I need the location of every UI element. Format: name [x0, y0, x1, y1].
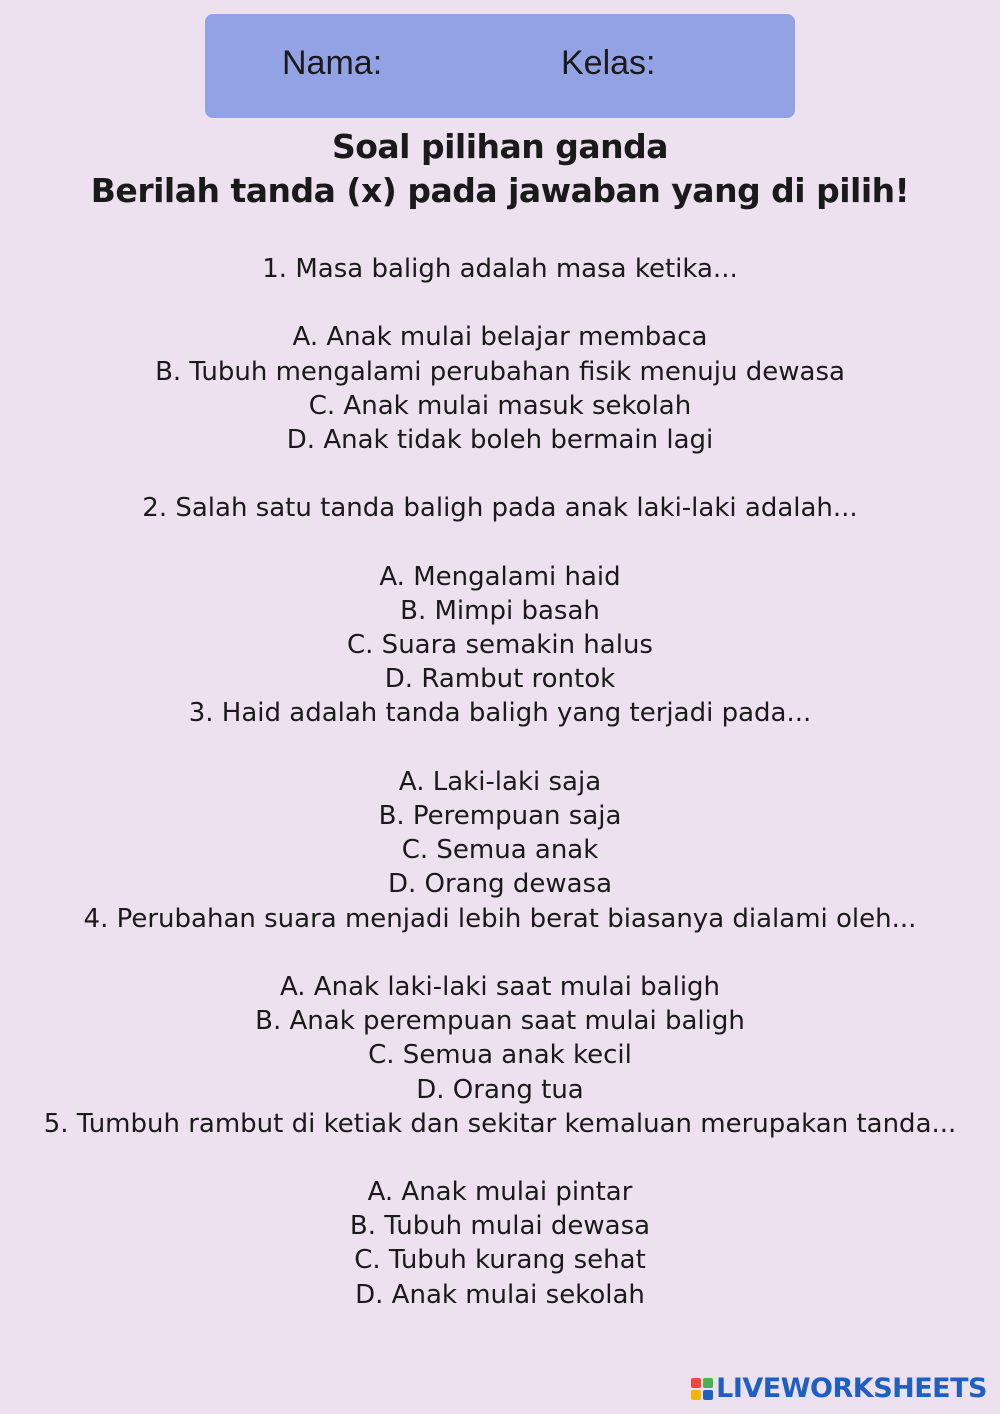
answer-option[interactable]: A. Anak mulai pintar [367, 1177, 633, 1208]
brand-text: LIVEWORKSHEETS [716, 1373, 987, 1404]
name-label: Nama: [282, 44, 383, 82]
question-text: 1. Masa baligh adalah masa ketika... [262, 254, 738, 284]
answer-option[interactable]: D. Orang dewasa [387, 869, 613, 900]
answer-option[interactable]: A. Laki-laki saja [398, 766, 602, 797]
answer-option[interactable]: D. Orang tua [416, 1074, 584, 1105]
liveworksheets-brand[interactable] [691, 1373, 987, 1404]
answer-option[interactable]: C. Anak mulai masuk sekolah [308, 390, 692, 421]
answer-option[interactable]: D. Anak mulai sekolah [355, 1279, 645, 1310]
logo-square [703, 1378, 713, 1388]
answer-option[interactable]: C. Semua anak [401, 835, 599, 866]
answer-option[interactable]: C. Tubuh kurang sehat [354, 1245, 646, 1276]
worksheet-title: Soal pilihan ganda [331, 127, 669, 166]
question-text: 2. Salah satu tanda baligh pada anak laki-laki adalah... [142, 493, 858, 524]
question-text: 5. Tumbuh rambut di ketiak dan sekitar kemaluan merupakan tanda... [43, 1108, 957, 1139]
answer-option[interactable]: A. Anak mulai belajar membaca [292, 322, 708, 353]
logo-square [703, 1390, 713, 1400]
answer-option[interactable]: B. Tubuh mulai dewasa [349, 1211, 651, 1242]
answer-option[interactable]: C. Suara semakin halus [347, 630, 653, 661]
logo-square [691, 1378, 701, 1388]
answer-option[interactable]: C. Semua anak kecil [368, 1040, 632, 1071]
answer-option[interactable]: B. Mimpi basah [400, 595, 600, 626]
answer-option[interactable]: A. Mengalami haid [379, 561, 621, 592]
worksheet-instruction: Berilah tanda (x) pada jawaban yang di pilih! [90, 171, 910, 210]
answer-option[interactable]: A. Anak laki-laki saat mulai baligh [279, 971, 721, 1002]
answer-option[interactable]: B. Tubuh mengalami perubahan fisik menuju dewasa [155, 356, 845, 387]
question-text: 3. Haid adalah tanda baligh yang terjadi pada... [188, 698, 812, 729]
class-label: Kelas: [561, 44, 656, 82]
question-list [0, 252, 1000, 1312]
logo-square [691, 1390, 701, 1400]
liveworksheets-logo-icon [691, 1378, 713, 1400]
answer-option[interactable]: B. Anak perempuan saat mulai baligh [255, 1006, 745, 1037]
answer-option[interactable]: D. Anak tidak boleh bermain lagi [286, 424, 714, 455]
answer-option[interactable]: D. Rambut rontok [384, 664, 616, 695]
question-text: 4. Perubahan suara menjadi lebih berat biasanya dialami oleh... [83, 903, 917, 934]
answer-option[interactable]: B. Perempuan saja [378, 801, 622, 831]
